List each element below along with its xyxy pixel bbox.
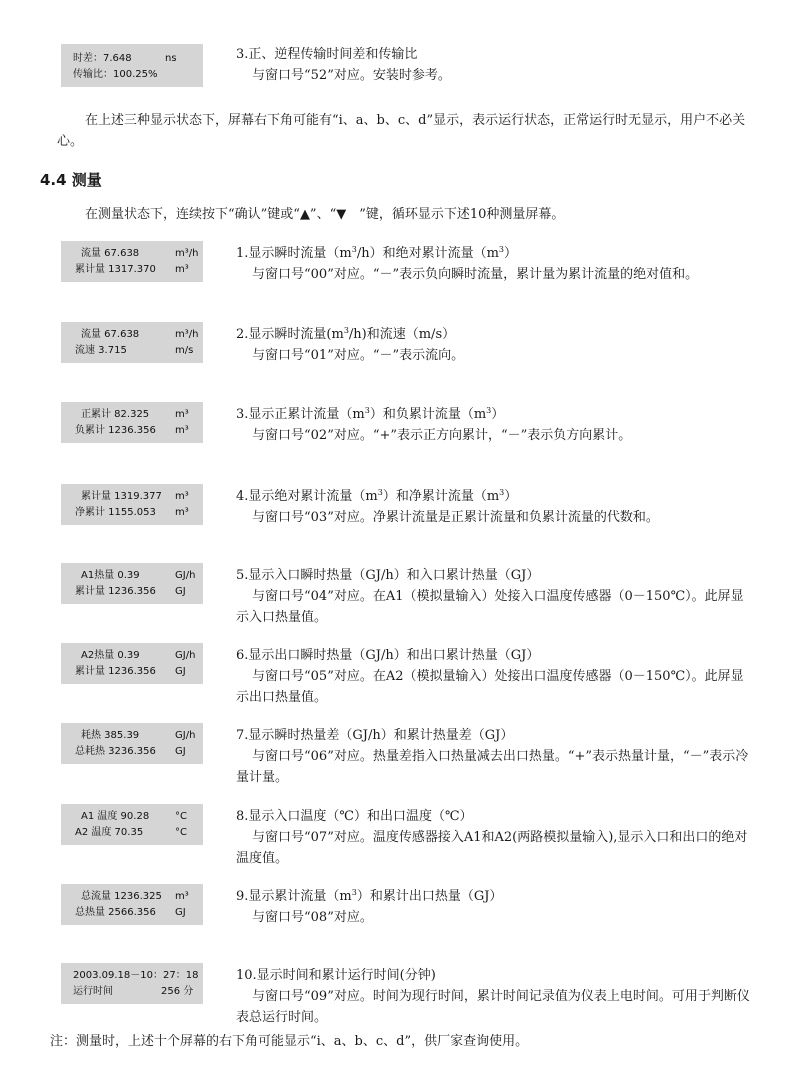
title-part-1: 2.显示瞬时流量(m [236,327,344,342]
title-sup-1: 3 [364,406,370,415]
description-title [236,320,756,345]
description-body: 与窗口号“03”对应。净累计流量是正累计流量和负累计流量的代数和。 [252,510,659,525]
lcd-unit-2: GJ [175,586,186,597]
lcd-display-8 [61,804,203,845]
lcd-line-1: 累计量 1319.377 [81,491,162,502]
title-sup-2: 3 [498,245,505,254]
description-title [236,400,756,425]
lcd-line-2: 净累计 1155.053 [75,507,156,518]
lcd-display-4 [61,484,203,525]
lcd-unit-2: m/s [175,345,194,356]
title-part-1: 1.显示瞬时流量（m [236,246,352,261]
description-title [236,239,756,264]
title-part-3: ） [504,246,518,261]
lcd-line-2: 累计量 1317.370 [75,264,156,275]
lcd-display-transit [61,44,203,87]
title-part-2: /h）和绝对累计流量（m [356,246,499,261]
lcd-line-2: 运行时间 [73,986,113,997]
lcd-line-2: 流速 3.715 [75,345,127,356]
description-title [236,482,756,507]
title-part-2: ）和负累计流量（m [369,407,487,422]
description-5 [236,561,756,628]
lcd-line-2: 累计量 1236.356 [75,666,156,677]
title-part-1: 6.显示出口瞬时热量（GJ/h）和出口累计热量（GJ） [236,648,540,663]
lcd-display-10 [61,963,203,1004]
description-body: 与窗口号“06”对应。热量差指入口热量减去出口热量。“+”表示热量计量，“－”表示冷量计量。 [236,749,749,785]
description-body: 与窗口号“04”对应。在A1（模拟量输入）处接入口温度传感器（0－150℃）。此屏显示入口热量值。 [236,589,744,625]
lcd-display-2 [61,322,203,363]
lcd-line-2: 负累计 1236.356 [75,425,156,436]
title-part-2: ）和净累计流量（m [382,489,500,504]
lcd-line-1: 流量 67.638 [81,329,140,340]
description-transit [236,44,756,86]
lcd-line-1: 2003.09.18－10：27：18 [73,970,199,981]
lcd-display-3 [61,402,203,443]
lcd-line-1: A1热量 0.39 [81,570,140,581]
title-part-2: /h)和流速（m/s） [348,327,456,342]
lcd-unit-2: 256 分 [161,986,194,997]
footnote: 注：测量时，上述十个屏幕的右下角可能显示“i、a、b、c、d”，供厂家查询使用。 [50,1034,529,1049]
title-sup-1: 3 [351,888,357,897]
lcd-line-2: A2 温度 70.35 [75,827,144,838]
lcd-unit-2: m³ [175,425,189,436]
section-heading: 4.4 测量 [40,171,102,189]
title-sup-2: 3 [499,488,505,497]
lcd-line-1: 耗热 385.39 [81,730,140,741]
description-4 [236,482,756,528]
description-3 [236,400,756,446]
title-part-1: 4.显示绝对累计流量（m [236,489,378,504]
description-10 [236,961,756,1028]
title-sup-1: 3 [377,488,383,497]
title-part-1: 8.显示入口温度（℃）和出口温度（℃） [236,809,473,824]
lcd-unit-1: m³/h [175,248,199,259]
description-body: 与窗口号“02”对应。“+”表示正方向累计，“－”表示负方向累计。 [252,428,632,443]
lcd-unit-1: m³ [175,491,189,502]
lcd-line-2: 传输比：100.25% [73,69,158,80]
lcd-unit-2: GJ [175,907,186,918]
description-8 [236,802,756,869]
description-1 [236,239,756,285]
title-sup-1: 3 [351,245,357,254]
description-title [236,802,756,827]
lcd-unit-1: ns [165,53,177,64]
lcd-unit-2: °C [175,827,187,838]
description-6 [236,641,756,708]
lcd-line-1: A2热量 0.39 [81,650,140,661]
title-part-1: 10.显示时间和累计运行时间(分钟) [236,968,436,983]
lcd-line-1: 正累计 82.325 [81,409,150,420]
description-body: 与窗口号“52”对应。安装时参考。 [252,68,451,83]
description-title [236,721,756,746]
description-body: 与窗口号“05”对应。在A2（模拟量输入）处接出口温度传感器（0－150℃）。此屏显示出口热量值。 [236,669,744,705]
description-title: 3.正、逆程传输时间差和传输比 [236,47,418,62]
lcd-line-1: A1 温度 90.28 [81,811,150,822]
title-part-3: ） [491,407,505,422]
lcd-line-2: 累计量 1236.356 [75,586,156,597]
description-9 [236,882,756,928]
title-part-1: 5.显示入口瞬时热量（GJ/h）和入口累计热量（GJ） [236,568,540,583]
description-body: 与窗口号“09”对应。时间为现行时间，累计时间记录值为仪表上电时间。可用于判断仪表总运行时间。 [236,989,750,1025]
lcd-line-1: 流量 67.638 [81,248,140,259]
lcd-display-9 [61,884,203,925]
description-body: 与窗口号“00”对应。“－”表示负向瞬时流量，累计量为累计流量的绝对值和。 [252,267,699,282]
description-title [236,882,756,907]
lcd-unit-1: m³ [175,891,189,902]
description-body: 与窗口号“07”对应。温度传感器接入A1和A2(两路模拟量输入),显示入口和出口的绝对温度值。 [236,830,748,866]
lcd-unit-2: m³ [175,507,189,518]
lcd-unit-1: m³ [175,409,189,420]
lcd-display-7 [61,723,203,764]
title-sup-1: 3 [343,326,349,335]
lcd-unit-1: m³/h [175,329,199,340]
description-title [236,641,756,666]
title-part-1: 9.显示累计流量（m [236,889,352,904]
description-title [236,561,756,586]
lcd-unit-1: °C [175,811,187,822]
description-2 [236,320,756,366]
title-part-2: ）和累计出口热量（GJ） [356,889,503,904]
intro-paragraph: 在上述三种显示状态下，屏幕右下角可能有“i、a、b、c、d”显示，表示运行状态，正常运行时无显示，用户不必关心。 [57,113,746,149]
section-intro: 在测量状态下，连续按下“确认”键或“▲”、“▼ ”键，循环显示下述10种测量屏幕。 [85,207,565,222]
description-body: 与窗口号“08”对应。 [252,910,373,925]
lcd-display-1 [61,241,203,282]
lcd-unit-1: GJ/h [175,650,196,661]
lcd-line-1: 总流量 1236.325 [81,891,162,902]
lcd-line-1: 时差：7.648 [73,53,132,64]
lcd-unit-2: m³ [175,264,189,275]
description-body: 与窗口号“01”对应。“－”表示流向。 [252,348,465,363]
lcd-unit-1: GJ/h [175,730,196,741]
lcd-display-6 [61,643,203,684]
lcd-unit-2: GJ [175,746,186,757]
title-sup-2: 3 [486,406,492,415]
title-part-1: 3.显示正累计流量（m [236,407,365,422]
title-part-3: ） [504,489,518,504]
lcd-unit-1: GJ/h [175,570,196,581]
description-title [236,961,756,986]
title-part-1: 7.显示瞬时热量差（GJ/h）和累计热量差（GJ） [236,728,514,743]
lcd-display-5 [61,563,203,604]
lcd-unit-2: GJ [175,666,186,677]
lcd-line-2: 总耗热 3236.356 [75,746,156,757]
lcd-line-2: 总热量 2566.356 [75,907,156,918]
description-7 [236,721,756,788]
